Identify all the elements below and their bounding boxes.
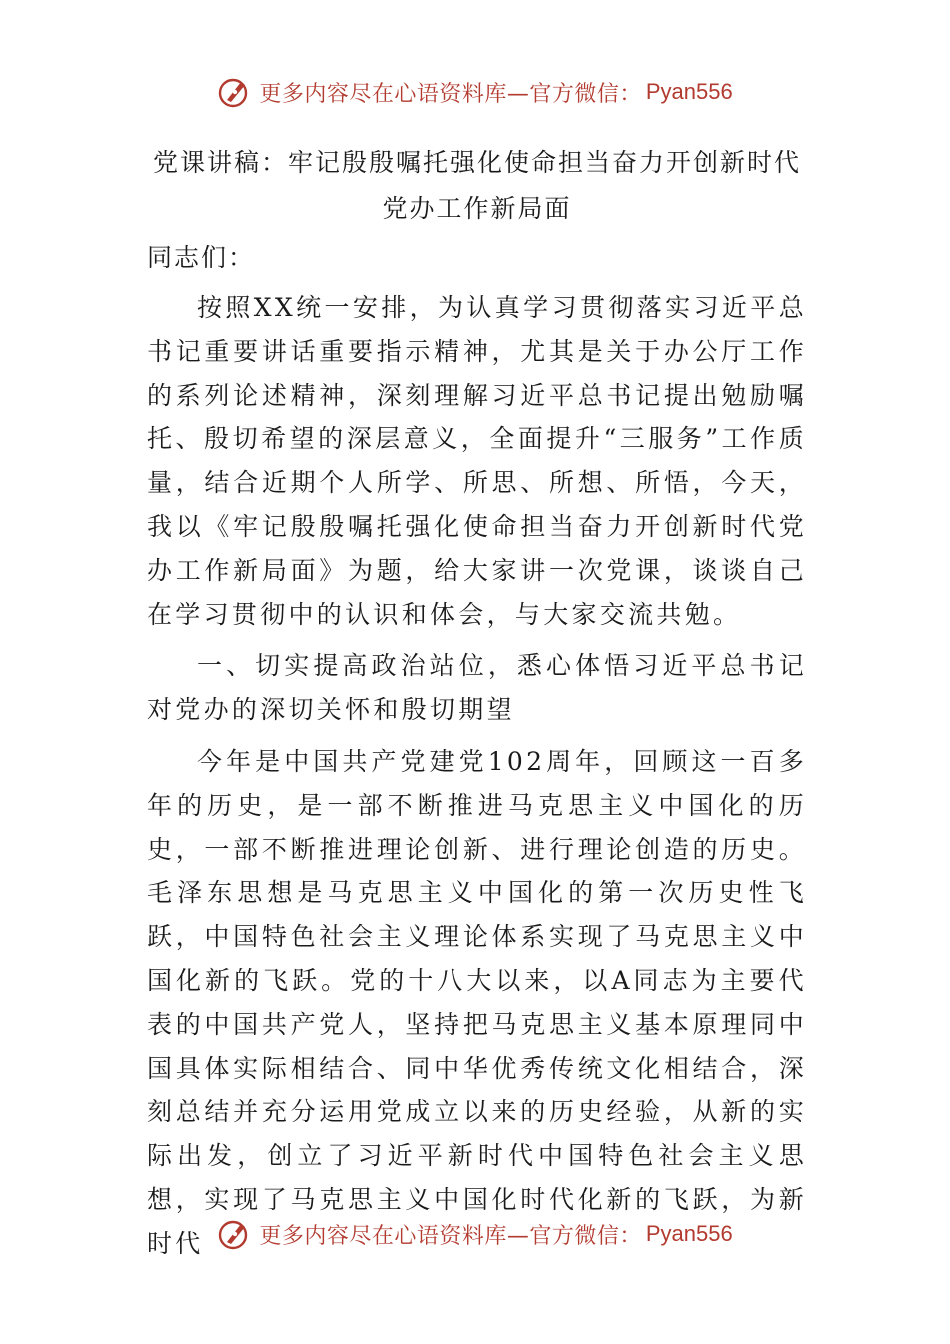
greeting: 同志们： [147,243,256,272]
watermark-handle: Pyan556 [645,79,733,104]
document-body [147,140,807,1274]
watermark-banner-top [0,70,950,114]
document-title: 党课讲稿：牢记殷殷嘱托强化使命担当奋力开创新时代党办工作新局面 [152,148,801,223]
watermark-text: 更多内容尽在心语资料库—官方微信： [259,1223,642,1249]
paragraph-intro: 按照XX统一安排，为认真学习贯彻落实习近平总书记重要讲话重要指示精神，尤其是关于办公厅工作的系列论述精神，深刻理解习近平总书记提出勉励嘱托、殷切希望的深层意义，全面提升“三服务”工作质量，结合近期个人所学、所思、所想、所悟，今天，我以《牢记殷殷嘱托强化使命担当奋力开创新时代党办工作新局面》为题，给大家讲一次党课，谈谈自己在学习贯彻中的认识和体会，与大家交流共勉。 [147,293,807,629]
watermark-text: 更多内容尽在心语资料库—官方微信： [259,81,642,107]
pen-nib-circle-logo-icon [217,1216,253,1252]
paragraph-history: 今年是中国共产党建党102周年，回顾这一百多年的历史，是一部不断推进马克思主义中国化的历史，一部不断推进理论创新、进行理论创造的历史。毛泽东思想是马克思主义中国化的第一次历史性飞跃，中国特色社会主义理论体系实现了马克思主义中国化新的飞跃。党的十八大以来，以A同志为主要代表的中国共产党人，坚持把马克思主义基本原理同中国具体实际相结合、同中华优秀传统文化相结合，深刻总结并充分运用党成立以来的历史经验，从新的实际出发，创立了习近平新时代中国特色社会主义思想，实现了马克思主义中国化时代化新的飞跃，为新时代 [147,746,807,1258]
watermark-handle: Pyan556 [645,1221,733,1246]
pen-nib-circle-logo-icon [217,74,253,110]
watermark-banner-bottom [0,1212,950,1256]
section-heading-1: 一、切实提高政治站位，悉心体悟习近平总书记对党办的深切关怀和殷切期望 [147,651,807,725]
